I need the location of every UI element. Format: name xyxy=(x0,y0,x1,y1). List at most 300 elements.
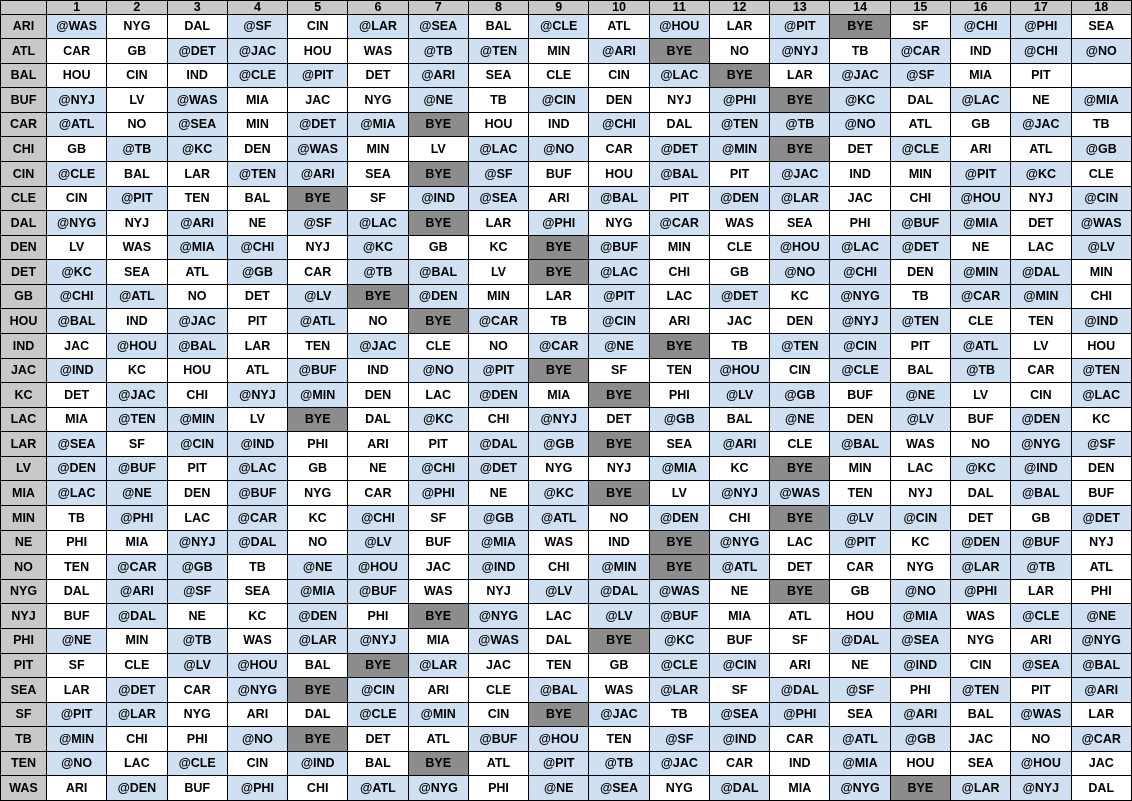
schedule-cell: @MIA xyxy=(348,112,408,137)
schedule-cell: @LV xyxy=(1071,235,1131,260)
team-label-phi: PHI xyxy=(1,628,47,653)
schedule-cell: DAL xyxy=(950,481,1010,506)
schedule-cell: @ARI xyxy=(167,211,227,236)
schedule-cell: PIT xyxy=(709,161,769,186)
schedule-cell: NO xyxy=(709,39,769,64)
schedule-cell: @GB xyxy=(468,506,528,531)
table-row xyxy=(1,481,1132,506)
schedule-cell: JAC xyxy=(830,186,890,211)
schedule-cell: @LV xyxy=(709,383,769,408)
schedule-cell: NO xyxy=(468,334,528,359)
team-label-jac: JAC xyxy=(1,358,47,383)
schedule-cell: @PHI xyxy=(1011,14,1071,39)
schedule-cell: @ATL xyxy=(47,112,107,137)
schedule-cell: TEN xyxy=(529,653,589,678)
schedule-cell: ATL xyxy=(1011,137,1071,162)
schedule-cell: TEN xyxy=(288,334,348,359)
schedule-cell: GB xyxy=(830,579,890,604)
schedule-cell: @PIT xyxy=(468,358,528,383)
table-row xyxy=(1,751,1132,776)
schedule-cell: @CLE xyxy=(890,137,950,162)
schedule-cell: NYG xyxy=(890,555,950,580)
schedule-cell: DET xyxy=(348,63,408,88)
schedule-cell: @NYJ xyxy=(830,309,890,334)
schedule-cell: PHI xyxy=(830,211,890,236)
schedule-cell: IND xyxy=(529,112,589,137)
table-row xyxy=(1,309,1132,334)
table-body xyxy=(1,14,1132,801)
schedule-cell: IND xyxy=(950,39,1010,64)
schedule-cell: @DET xyxy=(649,137,709,162)
schedule-cell: @NYJ xyxy=(167,530,227,555)
week-header-4: 4 xyxy=(227,1,287,15)
schedule-cell: @BAL xyxy=(1071,653,1131,678)
schedule-cell: @JAC xyxy=(107,383,167,408)
table-row xyxy=(1,63,1132,88)
schedule-cell: BYE xyxy=(890,776,950,801)
schedule-cell: GB xyxy=(709,260,769,285)
schedule-cell: JAC xyxy=(468,653,528,678)
schedule-cell: CHI xyxy=(167,383,227,408)
schedule-cell: HOU xyxy=(1071,334,1131,359)
schedule-cell: CLE xyxy=(529,63,589,88)
schedule-cell: PHI xyxy=(167,727,227,752)
week-header-1: 1 xyxy=(47,1,107,15)
schedule-cell: @CIN xyxy=(348,678,408,703)
schedule-cell: NO xyxy=(950,432,1010,457)
schedule-cell: HOU xyxy=(167,358,227,383)
schedule-cell: CLE xyxy=(709,235,769,260)
schedule-cell: @WAS xyxy=(167,88,227,113)
schedule-cell: MIA xyxy=(950,63,1010,88)
schedule-cell: @JAC xyxy=(1011,112,1071,137)
table-row xyxy=(1,284,1132,309)
schedule-cell: BYE xyxy=(408,112,468,137)
schedule-cell: GB xyxy=(408,235,468,260)
schedule-cell: BYE xyxy=(408,604,468,629)
schedule-cell: @LV xyxy=(288,284,348,309)
schedule-cell: @GB xyxy=(649,407,709,432)
schedule-cell: CAR xyxy=(167,678,227,703)
team-label-kc: KC xyxy=(1,383,47,408)
schedule-cell: DET xyxy=(589,407,649,432)
schedule-cell: BYE xyxy=(649,39,709,64)
schedule-cell: NE xyxy=(709,579,769,604)
schedule-cell: @BAL xyxy=(167,334,227,359)
schedule-cell: @ATL xyxy=(348,776,408,801)
schedule-cell: BYE xyxy=(408,751,468,776)
schedule-cell: @MIA xyxy=(950,211,1010,236)
schedule-cell: @TEN xyxy=(890,309,950,334)
schedule-cell: @SF xyxy=(890,63,950,88)
schedule-cell: @DAL xyxy=(227,530,287,555)
schedule-cell: WAS xyxy=(408,579,468,604)
schedule-cell: PHI xyxy=(649,383,709,408)
schedule-cell: @WAS xyxy=(649,579,709,604)
schedule-cell: @LAR xyxy=(950,555,1010,580)
schedule-cell: @NYJ xyxy=(47,88,107,113)
schedule-cell: CHI xyxy=(709,506,769,531)
schedule-cell: @NYJ xyxy=(227,383,287,408)
schedule-cell: MIA xyxy=(47,407,107,432)
schedule-cell: @KC xyxy=(649,628,709,653)
schedule-cell: @SEA xyxy=(167,112,227,137)
schedule-cell: @DEN xyxy=(950,530,1010,555)
team-label-lac: LAC xyxy=(1,407,47,432)
schedule-cell: @WAS xyxy=(468,628,528,653)
schedule-cell: @IND xyxy=(1011,456,1071,481)
schedule-cell: @WAS xyxy=(1071,211,1131,236)
table-row xyxy=(1,334,1132,359)
schedule-cell: @MIN xyxy=(408,702,468,727)
schedule-cell: NO xyxy=(167,284,227,309)
schedule-cell: BYE xyxy=(348,653,408,678)
schedule-cell: LAC xyxy=(649,284,709,309)
schedule-cell: BUF xyxy=(408,530,468,555)
schedule-cell: @TB xyxy=(1011,555,1071,580)
schedule-cell: @CHI xyxy=(589,112,649,137)
team-label-was: WAS xyxy=(1,776,47,801)
schedule-cell: BYE xyxy=(288,727,348,752)
schedule-cell: @BUF xyxy=(288,358,348,383)
schedule-cell: @LAC xyxy=(589,260,649,285)
schedule-cell: @NE xyxy=(288,555,348,580)
schedule-cell: @PIT xyxy=(47,702,107,727)
schedule-cell: @HOU xyxy=(950,186,1010,211)
team-label-ari: ARI xyxy=(1,14,47,39)
schedule-cell: ATL xyxy=(770,604,830,629)
table-row xyxy=(1,161,1132,186)
schedule-cell: TEN xyxy=(47,555,107,580)
schedule-cell: @MIN xyxy=(288,383,348,408)
schedule-cell: WAS xyxy=(348,39,408,64)
schedule-cell: ATL xyxy=(589,14,649,39)
week-header-17: 17 xyxy=(1011,1,1071,15)
table-row xyxy=(1,604,1132,629)
schedule-cell: @MIA xyxy=(167,235,227,260)
schedule-cell: BYE xyxy=(770,88,830,113)
schedule-cell: PHI xyxy=(348,604,408,629)
schedule-cell: LAC xyxy=(107,751,167,776)
schedule-cell: @TEN xyxy=(227,161,287,186)
schedule-cell: @MIN xyxy=(1011,284,1071,309)
table-row xyxy=(1,235,1132,260)
schedule-cell: @NO xyxy=(830,112,890,137)
schedule-cell: WAS xyxy=(107,235,167,260)
week-header-11: 11 xyxy=(649,1,709,15)
schedule-cell: GB xyxy=(107,39,167,64)
schedule-cell: BYE xyxy=(529,702,589,727)
schedule-cell: @SEA xyxy=(1011,653,1071,678)
team-label-cle: CLE xyxy=(1,186,47,211)
schedule-cell: BYE xyxy=(348,284,408,309)
schedule-cell: WAS xyxy=(529,530,589,555)
schedule-cell: NYJ xyxy=(107,211,167,236)
schedule-cell: DAL xyxy=(288,702,348,727)
schedule-cell: @ATL xyxy=(529,506,589,531)
table-row xyxy=(1,88,1132,113)
schedule-cell: @TB xyxy=(770,112,830,137)
schedule-cell: NO xyxy=(1011,727,1071,752)
schedule-cell: LAC xyxy=(529,604,589,629)
schedule-cell: NE xyxy=(468,481,528,506)
schedule-cell: @TEN xyxy=(709,112,769,137)
schedule-cell: @MIA xyxy=(1071,88,1131,113)
table-row xyxy=(1,628,1132,653)
schedule-cell: @LAC xyxy=(47,481,107,506)
schedule-cell: @NE xyxy=(47,628,107,653)
schedule-cell: TEN xyxy=(589,727,649,752)
schedule-cell: SF xyxy=(47,653,107,678)
schedule-cell: @PHI xyxy=(408,481,468,506)
schedule-cell: TB xyxy=(529,309,589,334)
schedule-cell: @CLE xyxy=(47,161,107,186)
schedule-cell: @DEN xyxy=(649,506,709,531)
schedule-cell: @DET xyxy=(288,112,348,137)
schedule-cell: BUF xyxy=(830,383,890,408)
schedule-cell: BYE xyxy=(649,334,709,359)
team-label-mia: MIA xyxy=(1,481,47,506)
schedule-cell: @ARI xyxy=(589,39,649,64)
schedule-cell: BYE xyxy=(408,211,468,236)
schedule-cell: @KC xyxy=(950,456,1010,481)
table-row xyxy=(1,653,1132,678)
table-row xyxy=(1,358,1132,383)
schedule-cell: BYE xyxy=(770,506,830,531)
team-label-lar: LAR xyxy=(1,432,47,457)
schedule-cell: CAR xyxy=(288,260,348,285)
schedule-cell: LAR xyxy=(1071,702,1131,727)
schedule-cell: HOU xyxy=(589,161,649,186)
schedule-cell: MIA xyxy=(529,383,589,408)
schedule-cell: CLE xyxy=(408,334,468,359)
schedule-cell: @BUF xyxy=(227,481,287,506)
schedule-cell: PHI xyxy=(288,432,348,457)
week-header-15: 15 xyxy=(890,1,950,15)
schedule-cell: @LAR xyxy=(288,628,348,653)
schedule-cell: HOU xyxy=(890,751,950,776)
schedule-cell: BUF xyxy=(1071,481,1131,506)
schedule-cell: @TEN xyxy=(1071,358,1131,383)
schedule-cell: @DET xyxy=(890,235,950,260)
schedule-cell: CIN xyxy=(1011,383,1071,408)
schedule-cell: BYE xyxy=(830,14,890,39)
schedule-cell: @DEN xyxy=(709,186,769,211)
schedule-cell: @NYG xyxy=(408,776,468,801)
schedule-cell: MIN xyxy=(830,456,890,481)
schedule-cell: DAL xyxy=(167,14,227,39)
schedule-cell: @WAS xyxy=(770,481,830,506)
schedule-cell: CIN xyxy=(288,14,348,39)
schedule-cell: @IND xyxy=(288,751,348,776)
schedule-cell: IND xyxy=(770,751,830,776)
week-header-13: 13 xyxy=(770,1,830,15)
schedule-cell: LV xyxy=(468,260,528,285)
schedule-cell: @TEN xyxy=(107,407,167,432)
schedule-cell: BAL xyxy=(890,358,950,383)
team-label-atl: ATL xyxy=(1,39,47,64)
team-label-den: DEN xyxy=(1,235,47,260)
schedule-cell: @ARI xyxy=(1071,678,1131,703)
schedule-cell: @CAR xyxy=(107,555,167,580)
schedule-cell: SF xyxy=(408,506,468,531)
schedule-cell: @CLE xyxy=(227,63,287,88)
schedule-cell: @IND xyxy=(709,727,769,752)
schedule-cell: @MIA xyxy=(890,604,950,629)
schedule-cell: CAR xyxy=(348,481,408,506)
schedule-cell: WAS xyxy=(227,628,287,653)
schedule-cell: @ATL xyxy=(709,555,769,580)
schedule-cell: @TEN xyxy=(950,678,1010,703)
schedule-cell: TB xyxy=(468,88,528,113)
schedule-cell: @SF xyxy=(1071,432,1131,457)
schedule-cell: @IND xyxy=(47,358,107,383)
schedule-cell: @ARI xyxy=(288,161,348,186)
schedule-cell: @LAR xyxy=(107,702,167,727)
table-row xyxy=(1,456,1132,481)
schedule-cell: TEN xyxy=(1011,309,1071,334)
schedule-cell: BYE xyxy=(288,407,348,432)
schedule-cell: @DEN xyxy=(468,383,528,408)
schedule-cell: NO xyxy=(348,309,408,334)
schedule-cell: DET xyxy=(950,506,1010,531)
schedule-cell: @CIN xyxy=(589,309,649,334)
schedule-cell: PHI xyxy=(890,678,950,703)
schedule-cell: SEA xyxy=(770,211,830,236)
schedule-cell: BUF xyxy=(167,776,227,801)
schedule-cell: BYE xyxy=(529,260,589,285)
schedule-cell: @NO xyxy=(47,751,107,776)
schedule-cell: BAL xyxy=(709,407,769,432)
schedule-cell: @CIN xyxy=(529,88,589,113)
schedule-cell: NE xyxy=(1011,88,1071,113)
schedule-cell: CHI xyxy=(288,776,348,801)
team-label-nyg: NYG xyxy=(1,579,47,604)
schedule-cell: LV xyxy=(950,383,1010,408)
schedule-cell: @IND xyxy=(1071,309,1131,334)
schedule-cell: @CHI xyxy=(408,456,468,481)
schedule-cell: @WAS xyxy=(1011,702,1071,727)
schedule-cell: MIA xyxy=(770,776,830,801)
schedule-cell: @PIT xyxy=(288,63,348,88)
schedule-cell: MIN xyxy=(649,235,709,260)
schedule-cell: @SF xyxy=(468,161,528,186)
schedule-cell: NO xyxy=(288,530,348,555)
team-label-lv: LV xyxy=(1,456,47,481)
schedule-cell: @KC xyxy=(830,88,890,113)
schedule-cell: ARI xyxy=(529,186,589,211)
schedule-cell: @TB xyxy=(408,39,468,64)
schedule-cell: SF xyxy=(770,628,830,653)
schedule-cell: @KC xyxy=(47,260,107,285)
schedule-cell: @MIN xyxy=(47,727,107,752)
schedule-cell: NE xyxy=(348,456,408,481)
schedule-cell: IND xyxy=(167,63,227,88)
schedule-cell: @TEN xyxy=(770,334,830,359)
schedule-cell: CHI xyxy=(468,407,528,432)
schedule-cell: @NYG xyxy=(227,678,287,703)
schedule-cell: BYE xyxy=(529,235,589,260)
schedule-cell: BUF xyxy=(950,407,1010,432)
schedule-cell: @NYG xyxy=(1071,628,1131,653)
table-row xyxy=(1,186,1132,211)
schedule-cell: BUF xyxy=(709,628,769,653)
schedule-cell: BYE xyxy=(589,481,649,506)
schedule-cell: CIN xyxy=(468,702,528,727)
schedule-cell: @HOU xyxy=(529,727,589,752)
corner-cell xyxy=(1,1,47,15)
schedule-cell: KC xyxy=(288,506,348,531)
week-header-18: 18 xyxy=(1071,1,1131,15)
schedule-cell: IND xyxy=(107,309,167,334)
schedule-cell: @IND xyxy=(468,555,528,580)
schedule-cell: NYG xyxy=(589,211,649,236)
schedule-cell: @BUF xyxy=(890,211,950,236)
schedule-cell: NE xyxy=(950,235,1010,260)
schedule-cell: SF xyxy=(709,678,769,703)
schedule-cell: CAR xyxy=(589,137,649,162)
schedule-cell: MIN xyxy=(890,161,950,186)
schedule-cell: BYE xyxy=(649,530,709,555)
schedule-cell: BYE xyxy=(288,678,348,703)
schedule-cell: DEN xyxy=(1071,456,1131,481)
schedule-cell: @SEA xyxy=(589,776,649,801)
schedule-cell: @SEA xyxy=(47,432,107,457)
schedule-cell: TB xyxy=(709,334,769,359)
team-label-hou: HOU xyxy=(1,309,47,334)
schedule-cell: GB xyxy=(589,653,649,678)
schedule-cell: DET xyxy=(348,727,408,752)
schedule-cell: @DET xyxy=(468,456,528,481)
schedule-cell: @ATL xyxy=(950,334,1010,359)
schedule-cell: @JAC xyxy=(589,702,649,727)
table-row xyxy=(1,260,1132,285)
schedule-cell: @DEN xyxy=(107,776,167,801)
schedule-cell: CLE xyxy=(468,678,528,703)
schedule-cell: @NYG xyxy=(709,530,769,555)
schedule-cell: DET xyxy=(47,383,107,408)
schedule-cell: @LV xyxy=(830,506,890,531)
schedule-cell: @PIT xyxy=(529,751,589,776)
schedule-cell: @NO xyxy=(529,137,589,162)
schedule-cell: LV xyxy=(1011,334,1071,359)
schedule-cell: TEN xyxy=(649,358,709,383)
schedule-cell: BYE xyxy=(589,432,649,457)
schedule-cell: @NYG xyxy=(1011,432,1071,457)
schedule-cell: @JAC xyxy=(770,161,830,186)
schedule-cell: @PIT xyxy=(589,284,649,309)
schedule-cell: @NE xyxy=(408,88,468,113)
schedule-cell: DET xyxy=(227,284,287,309)
schedule-cell: @HOU xyxy=(770,235,830,260)
schedule-cell: IND xyxy=(589,530,649,555)
schedule-cell: MIA xyxy=(408,628,468,653)
schedule-cell: @CHI xyxy=(830,260,890,285)
team-label-ten: TEN xyxy=(1,751,47,776)
schedule-cell: BAL xyxy=(468,14,528,39)
week-header-16: 16 xyxy=(950,1,1010,15)
schedule-cell: @KC xyxy=(529,481,589,506)
schedule-cell: BAL xyxy=(288,653,348,678)
schedule-cell: @IND xyxy=(227,432,287,457)
schedule-cell: @CLE xyxy=(830,358,890,383)
schedule-cell: CAR xyxy=(47,39,107,64)
schedule-cell: @DET xyxy=(167,39,227,64)
schedule-cell: NO xyxy=(107,112,167,137)
schedule-cell: NYJ xyxy=(890,481,950,506)
schedule-cell: BYE xyxy=(589,628,649,653)
schedule-cell: SF xyxy=(589,358,649,383)
